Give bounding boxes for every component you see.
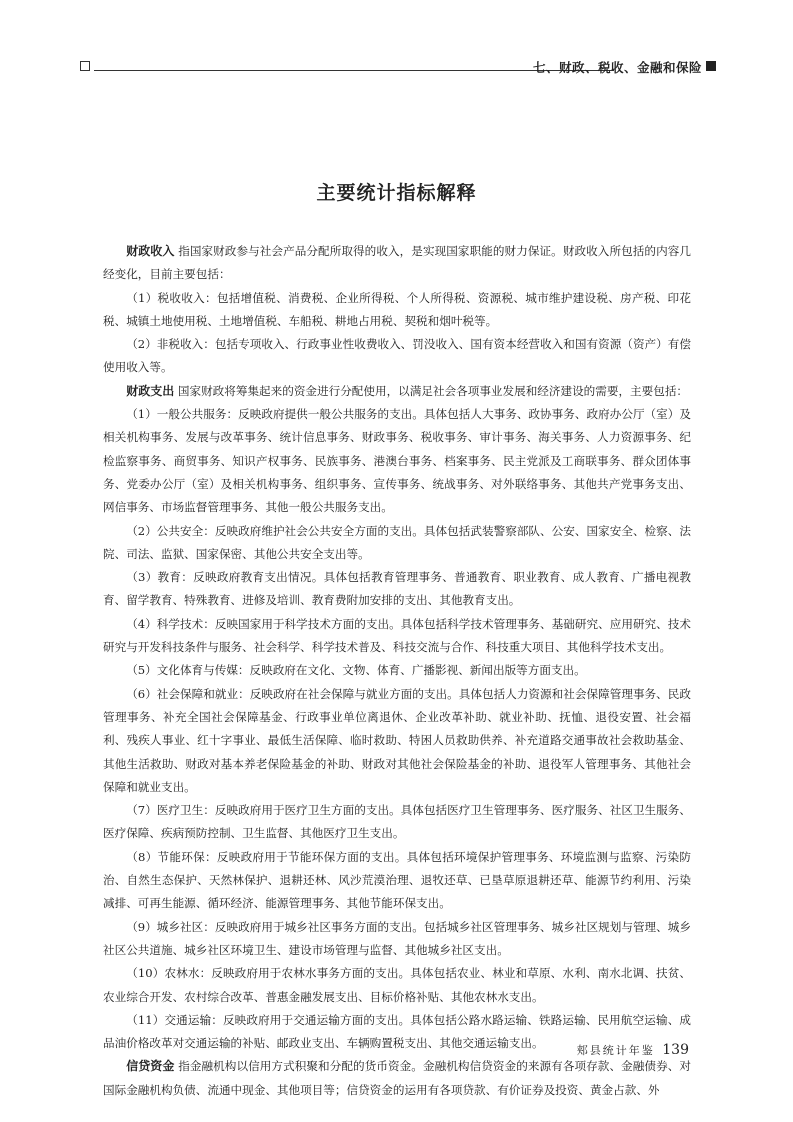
paragraph-text: （2）公共安全：反映政府维护社会公共安全方面的支出。具体包括武装警察部队、公安、国家安全、检察、法院、司法、监狱、国家保密、其他公共安全支出等。 — [103, 523, 691, 561]
paragraph-text: （6）社会保障和就业：反映政府在社会保障与就业方面的支出。具体包括人力资源和社会保障管理事务、民政管理事务、补充全国社会保障基金、行政事业单位离退休、企业改革补助、就业补助、抚恤、退役安置、社会福利、残疾人事业、红十字事业、最低生活保障、临时救助、特困人员救助供养、补充道路交通事故社会救助基金、其他生活救助、财政对基本养老保险基金的补助、财政对其他社会保险基金的补助、退役军人管理事务、其他社会保障和就业支出。 — [103, 686, 691, 794]
term: 财政支出 — [126, 383, 175, 398]
paragraph — [103, 799, 691, 846]
paragraph-text: （3）教育：反映政府教育支出情况。具体包括教育管理事务、普通教育、职业教育、成人教育、广播电视教育、留学教育、特殊教育、进修及培训、教育费附加安排的支出、其他教育支出。 — [103, 570, 691, 608]
paragraph-text: （10）农林水：反映政府用于农林水事务方面的支出。具体包括农业、林业和草原、水利、南水北调、扶贫、农业综合开发、农村综合改革、普惠金融发展支出、目标价格补贴、其他农林水支出。 — [103, 966, 691, 1004]
paragraph-text: 国家财政将筹集起来的资金进行分配使用，以满足社会各项事业发展和经济建设的需要，主要包括： — [177, 383, 689, 398]
chapter-title: 七、财政、税收、金融和保险 — [532, 60, 702, 75]
paragraph-text: （5）文化体育与传媒：反映政府在文化、文物、体育、广播影视、新闻出版等方面支出。 — [126, 663, 586, 678]
paragraph — [103, 846, 691, 916]
page-title: 主要统计指标解释 — [316, 182, 477, 204]
paragraph-text: 指金融机构以信用方式积聚和分配的货币资金。金融机构信贷资金的来源有各项存款、金融债券、对国际金融机构负债、流通中现金、其他项目等；信贷资金的运用有各项贷款、有价证券及投资、黄金占款、外 — [103, 1059, 691, 1097]
paragraph — [103, 962, 691, 1009]
paragraph — [103, 916, 691, 963]
yearbook-name: 郏县统计年鉴 — [576, 1044, 655, 1057]
paragraph-text: （7）医疗卫生：反映政府用于医疗卫生方面的支出。具体包括医疗卫生管理事务、医疗服务、社区卫生服务、医疗保障、疾病预防控制、卫生监督、其他医疗卫生支出。 — [103, 803, 691, 841]
page-footer — [577, 1042, 689, 1058]
paragraph-text: （1）税收收入：包括增值税、消费税、企业所得税、个人所得税、资源税、城市维护建设税、房产税、印花税、城镇土地使用税、土地增值税、车船税、耕地占用税、契税和烟叶税等。 — [103, 290, 691, 328]
running-header — [80, 58, 716, 76]
paragraph-text: （8）节能环保：反映政府用于节能环保方面的支出。具体包括环境保护管理事务、环境监测与监察、污染防治、自然生态保护、天然林保护、退耕还林、风沙荒漠治理、退牧还草、已垦草原退耕还草、能源节约利用、污染减排、可再生能源、循环经济、能源管理事务、其他节能环保支出。 — [103, 849, 691, 911]
paragraph-text: （11）交通运输：反映政府用于交通运输方面的支出。具体包括公路水路运输、铁路运输、民用航空运输、成品油价格改革对交通运输的补贴、邮政业支出、车辆购置税支出、其他交通运输支出。 — [103, 1012, 691, 1051]
paragraph — [103, 240, 691, 287]
paragraph-text: （4）科学技术：反映国家用于科学技术方面的支出。具体包括科学技术管理事务、基础研究、应用研究、技术研究与开发科技条件与服务、社会科学、科学技术普及、科技交流与合作、科技重大项目、其他科学技术支出。 — [103, 616, 691, 655]
body-text — [103, 240, 691, 1102]
paragraph — [103, 287, 691, 334]
term: 信贷资金 — [126, 1059, 175, 1074]
paragraph — [103, 613, 691, 660]
paragraph — [103, 683, 691, 799]
paragraph-text: 指国家财政参与社会产品分配所取得的收入，是实现国家职能的财力保证。财政收入所包括的内容几经变化，目前主要包括： — [103, 244, 691, 282]
paragraph — [103, 566, 691, 613]
paragraph — [103, 1055, 691, 1102]
paragraph — [103, 659, 691, 682]
paragraph — [103, 520, 691, 567]
term: 财政收入 — [126, 244, 175, 258]
page-number: 139 — [662, 1042, 689, 1058]
paragraph-text: （9）城乡社区：反映政府用于城乡社区事务方面的支出。包括城乡社区管理事务、城乡社区规划与管理、城乡社区公共道施、城乡社区环境卫生、建设市场管理与监督、其他城乡社区支出。 — [103, 919, 691, 957]
paragraph-text: （1）一般公共服务：反映政府提供一般公共服务的支出。具体包括人大事务、政协事务、政府办公厅（室）及相关机构事务、发展与改革事务、统计信息事务、财政事务、税收事务、审计事务、海关事务、人力资源事务、纪检监察事务、商贸事务、知识产权事务、民族事务、港澳台事务、档案事务、民主党派及工商联事务、群众团体事务、党委办公厅（室）及相关机构事务、组织事务、宣传事务、统战事务、对外联络事务、其他共产党事务支出、网信事务、市场监督管理事务、其他一般公共服务支出。 — [103, 407, 691, 515]
paragraph — [103, 403, 691, 519]
header-box-icon — [80, 61, 90, 71]
paragraph — [103, 333, 691, 380]
paragraph — [103, 380, 691, 403]
paragraph-text: （2）非税收入：包括专项收入、行政事业性收费收入、罚没收入、国有资本经营收入和国有资源（资产）有偿使用收入等。 — [103, 337, 691, 375]
header-square-icon — [706, 61, 716, 71]
